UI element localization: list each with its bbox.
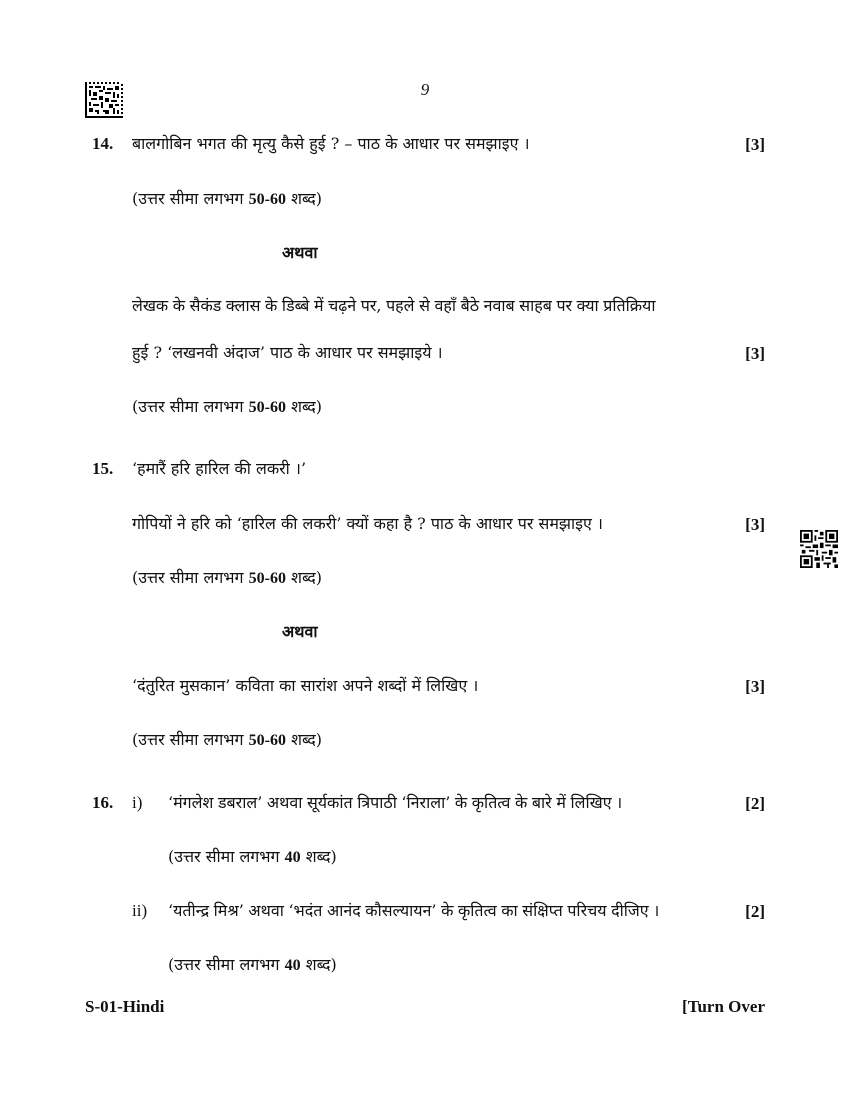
- q15-question: गोपियों ने हरि को ‘हारिल की लकरी’ क्यों कहा है ? पाठ के आधार पर समझाइए ।: [132, 514, 603, 533]
- limit-prefix: (उत्तर सीमा लगभग: [132, 730, 249, 749]
- q16-ii-label: ii): [132, 901, 148, 920]
- q15-alt-marks: [3]: [745, 677, 765, 696]
- qr-code: [800, 530, 838, 568]
- q16-ii-word-limit: [168, 955, 337, 976]
- limit-prefix: (उत्तर सीमा लगभग: [168, 847, 285, 866]
- limit-suffix: शब्द): [300, 847, 337, 866]
- q15-number: 15.: [92, 459, 114, 478]
- limit-number: 50-60: [248, 399, 286, 416]
- page-number: 9: [420, 80, 430, 99]
- q16-i-word-limit: [168, 847, 337, 868]
- q15-alt-question: ‘दंतुरित मुसकान’ कविता का सारांश अपने शब्दों में लिखिए ।: [132, 676, 479, 695]
- q16-ii-marks: [2]: [745, 902, 765, 921]
- q14-question: बालगोबिन भगत की मृत्यु कैसे हुई ? – पाठ के आधार पर समझाइए ।: [132, 134, 530, 153]
- q16-ii-question: ‘यतीन्द्र मिश्र’ अथवा ‘भदंत आनंद कौसल्यायन’ के कृतित्व का संक्षिप्त परिचय दीजिए ।: [168, 901, 660, 920]
- turn-over-label: [Turn Over: [682, 997, 765, 1016]
- limit-suffix: शब्द): [285, 189, 323, 208]
- q14-number: 14.: [92, 134, 114, 153]
- q14-marks: [3]: [745, 135, 765, 154]
- q16-number: 16.: [92, 793, 114, 812]
- q14-alt-question-line1: लेखक के सैकंड क्लास के डिब्बे में चढ़ने पर, पहले से वहाँ बैठे नवाब साहब पर क्या प्रतिक्रिया: [132, 296, 656, 315]
- q14-or-label: अथवा: [282, 243, 318, 262]
- q15-or-label: अथवा: [282, 622, 318, 641]
- limit-suffix: शब्द): [300, 955, 337, 974]
- limit-prefix: (उत्तर सीमा लगभग: [132, 189, 249, 208]
- limit-number: 50-60: [248, 191, 286, 208]
- limit-number: 40: [284, 957, 301, 974]
- limit-number: 40: [284, 849, 301, 866]
- q14-word-limit: [132, 189, 322, 210]
- q14-alt-word-limit: [132, 397, 322, 418]
- q15-word-limit: [132, 568, 322, 589]
- q15-quote: ‘हमारैं हरि हारिल की लकरी ।’: [132, 459, 307, 478]
- q16-i-label: i): [132, 793, 143, 812]
- paper-code: S-01-Hindi: [85, 997, 165, 1016]
- limit-number: 50-60: [248, 732, 286, 749]
- limit-prefix: (उत्तर सीमा लगभग: [168, 955, 285, 974]
- q14-alt-question-line2: हुई ? ‘लखनवी अंदाज’ पाठ के आधार पर समझाइये ।: [132, 343, 443, 362]
- q15-marks: [3]: [745, 515, 765, 534]
- q16-i-question: ‘मंगलेश डबराल’ अथवा सूर्यकांत त्रिपाठी ‘निराला’ के कृतित्व के बारे में लिखिए ।: [168, 793, 623, 812]
- limit-suffix: शब्द): [285, 568, 323, 587]
- q15-alt-word-limit: [132, 730, 322, 751]
- limit-prefix: (उत्तर सीमा लगभग: [132, 568, 249, 587]
- limit-suffix: शब्द): [285, 730, 323, 749]
- q14-alt-marks: [3]: [745, 344, 765, 363]
- limit-suffix: शब्द): [285, 397, 323, 416]
- q16-i-marks: [2]: [745, 794, 765, 813]
- limit-number: 50-60: [248, 570, 286, 587]
- limit-prefix: (उत्तर सीमा लगभग: [132, 397, 249, 416]
